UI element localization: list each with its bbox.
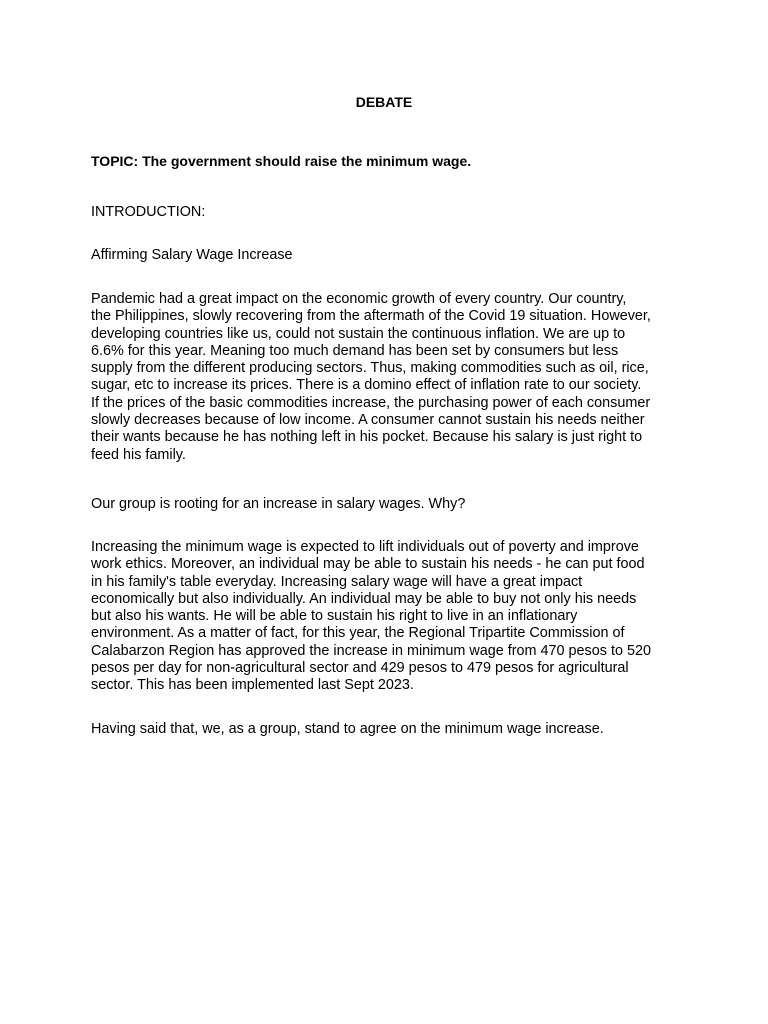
stance-label: Affirming Salary Wage Increase bbox=[91, 247, 293, 263]
rooting-statement: Our group is rooting for an increase in salary wages. Why? bbox=[91, 496, 466, 512]
paragraph-line: in his family's table everyday. Increasing salary wage will have a great impact bbox=[91, 573, 583, 590]
paragraph-line: but also his wants. He will be able to sustain his right to live in an inflationary bbox=[91, 608, 578, 625]
paragraph-line: economically but also individually. An individual may be able to buy not only his needs bbox=[91, 590, 637, 607]
paragraph-inflation bbox=[91, 291, 691, 464]
debate-topic: TOPIC: The government should raise the minimum wage. bbox=[91, 153, 472, 169]
paragraph-line: Increasing the minimum wage is expected to lift individuals out of poverty and improve bbox=[91, 539, 639, 555]
paragraph-line: the Philippines, slowly recovering from the aftermath of the Covid 19 situation. However, bbox=[91, 308, 651, 325]
conclusion-statement: Having said that, we, as a group, stand to agree on the minimum wage increase. bbox=[91, 721, 604, 737]
paragraph-line: sugar, etc to increase its prices. There is a domino effect of inflation rate to our society. bbox=[91, 377, 642, 394]
paragraph-wage-increase bbox=[91, 539, 691, 695]
paragraph-line: sector. This has been implemented last Sept 2023. bbox=[91, 677, 414, 694]
paragraph-line: slowly decreases because of low income. A consumer cannot sustain his needs neither bbox=[91, 412, 645, 429]
paragraph-line: feed his family. bbox=[91, 446, 186, 463]
introduction-label: INTRODUCTION: bbox=[91, 204, 206, 220]
paragraph-line: work ethics. Moreover, an individual may be able to sustain his needs - he can put food bbox=[91, 556, 645, 573]
paragraph-line: developing countries like us, could not sustain the continuous inflation. We are up to bbox=[91, 325, 626, 342]
paragraph-line: supply from the different producing sectors. Thus, making commodities such as oil, rice, bbox=[91, 360, 649, 377]
paragraph-line: If the prices of the basic commodities increase, the purchasing power of each consumer bbox=[91, 394, 651, 411]
paragraph-line: 6.6% for this year. Meaning too much demand has been set by consumers but less bbox=[91, 342, 619, 359]
paragraph-line: environment. As a matter of fact, for this year, the Regional Tripartite Commission of bbox=[91, 625, 625, 642]
paragraph-line: Pandemic had a great impact on the economic growth of every country. Our country, bbox=[91, 291, 627, 307]
paragraph-line: their wants because he has nothing left in his pocket. Because his salary is just right to bbox=[91, 429, 643, 446]
document-title: DEBATE bbox=[355, 94, 413, 110]
paragraph-line: Calabarzon Region has approved the increase in minimum wage from 470 pesos to 520 bbox=[91, 642, 651, 659]
paragraph-line: pesos per day for non-agricultural sector and 429 pesos to 479 pesos for agricultural bbox=[91, 660, 629, 677]
